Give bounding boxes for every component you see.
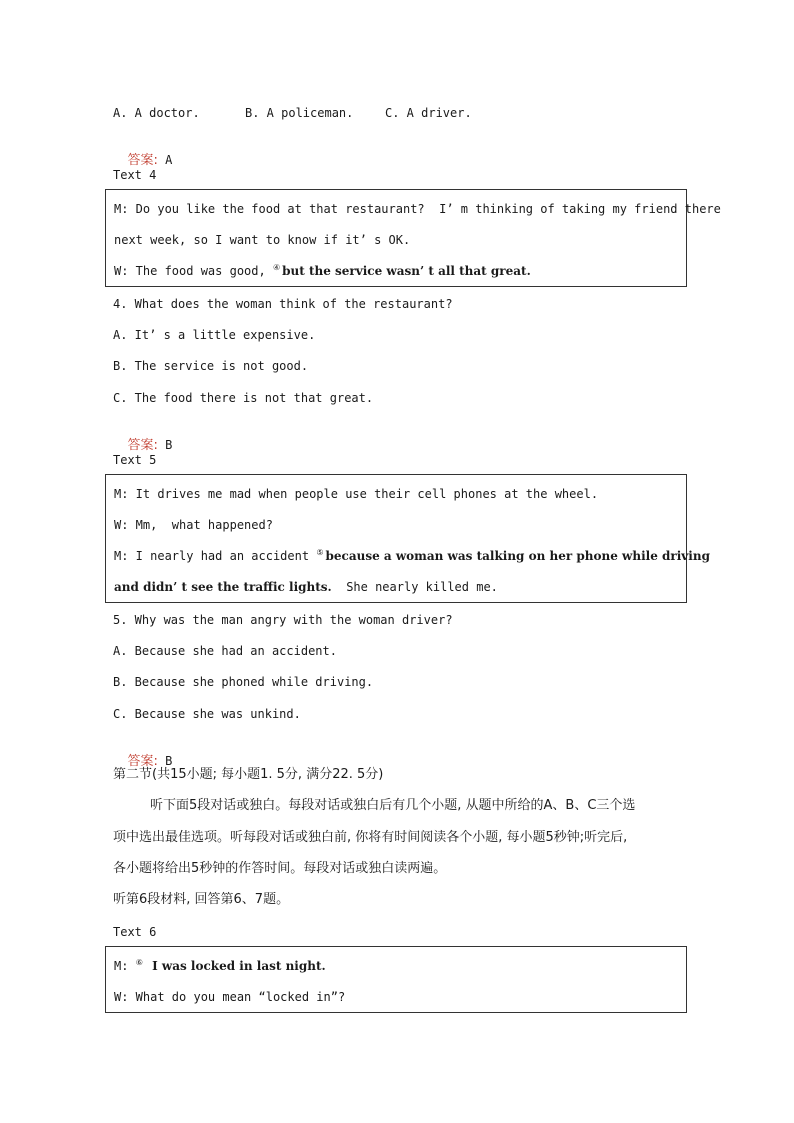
text4-w-bold: but the service wasn’ t all that great. — [282, 264, 531, 278]
section2-instructions-line1: 听下面5段对话或独白。每段对话或独白后有几个小题, 从题中所给的A、B、C三个选 — [150, 798, 636, 813]
marker-6: ⑥ — [135, 958, 143, 967]
section2-instructions-line3: 各小题将给出5秒钟的作答时间。每段对话或独白读两遍。 — [113, 861, 447, 876]
q5-answer — [113, 737, 172, 770]
section2-heading: 第二节(共15小题; 每小题1. 5分, 满分22. 5分) — [113, 767, 384, 782]
q3-answer — [113, 136, 172, 169]
text5-m-line3 — [114, 579, 498, 595]
text5-m-line2 — [114, 548, 710, 564]
text5-m-prefix: M: I nearly had an accident — [114, 549, 310, 563]
answer-value: B — [165, 754, 173, 768]
marker-4: ④ — [272, 263, 281, 272]
text4-m-line2: next week, so I want to know if it’ s OK. — [114, 233, 411, 247]
marker-5: ⑤ — [316, 548, 324, 557]
text4-m-line1: M: Do you like the food at that restaurant? I’ m thinking of taking my friend there — [114, 202, 721, 216]
q4-question: 4. What does the woman think of the restaurant? — [113, 297, 453, 311]
answer-label: 答案: — [127, 153, 158, 168]
q4-option-b: B. The service is not good. — [113, 359, 309, 373]
text4-label: Text 4 — [113, 168, 157, 182]
q5-option-b: B. Because she phoned while driving. — [113, 675, 374, 689]
text4-transcript-box — [105, 189, 721, 287]
text5-m-bold1: because a woman was talking on her phone while driving — [325, 549, 710, 563]
text6-m-bold: I was locked in last night. — [152, 959, 326, 973]
q4-option-c: C. The food there is not that great. — [113, 391, 374, 405]
q5-option-c: C. Because she was unkind. — [113, 707, 301, 721]
answer-label: 答案: — [127, 438, 158, 453]
q3-option-b: B. A policeman. — [245, 106, 354, 120]
text5-label: Text 5 — [113, 453, 157, 467]
answer-label: 答案: — [127, 754, 158, 769]
text5-m-line1: M: It drives me mad when people use their cell phones at the wheel. — [114, 487, 599, 501]
text6-w-line: W: What do you mean “locked in”? — [114, 990, 346, 1004]
answer-value: B — [165, 438, 173, 452]
q5-option-a: A. Because she had an accident. — [113, 644, 337, 658]
q5-question: 5. Why was the man angry with the woman driver? — [113, 613, 453, 627]
q3-option-a: A. A doctor. — [113, 106, 200, 120]
listen-text6-instruction: 听第6段材料, 回答第6、7题。 — [113, 892, 290, 907]
text4-w-line — [114, 263, 531, 279]
text6-m-line — [114, 958, 326, 974]
q4-option-a: A. It’ s a little expensive. — [113, 328, 316, 342]
text5-m-rest: She nearly killed me. — [346, 580, 498, 594]
q4-answer — [113, 421, 172, 454]
text6-m-prefix: M: — [114, 959, 129, 973]
section2-instructions-line2: 项中选出最佳选项。听每段对话或独白前, 你将有时间阅读各个小题, 每小题5秒钟;听完后, — [113, 830, 628, 845]
text5-transcript-box — [105, 474, 710, 603]
answer-value: A — [165, 153, 173, 167]
text6-transcript-box — [105, 946, 687, 1013]
text5-m-bold2: and didn’ t see the traffic lights. — [114, 580, 332, 594]
q3-option-c: C. A driver. — [385, 106, 472, 120]
text4-w-prefix: W: The food was good, — [114, 264, 266, 278]
text6-label: Text 6 — [113, 925, 157, 939]
text5-w-line: W: Mm, what happened? — [114, 518, 273, 532]
